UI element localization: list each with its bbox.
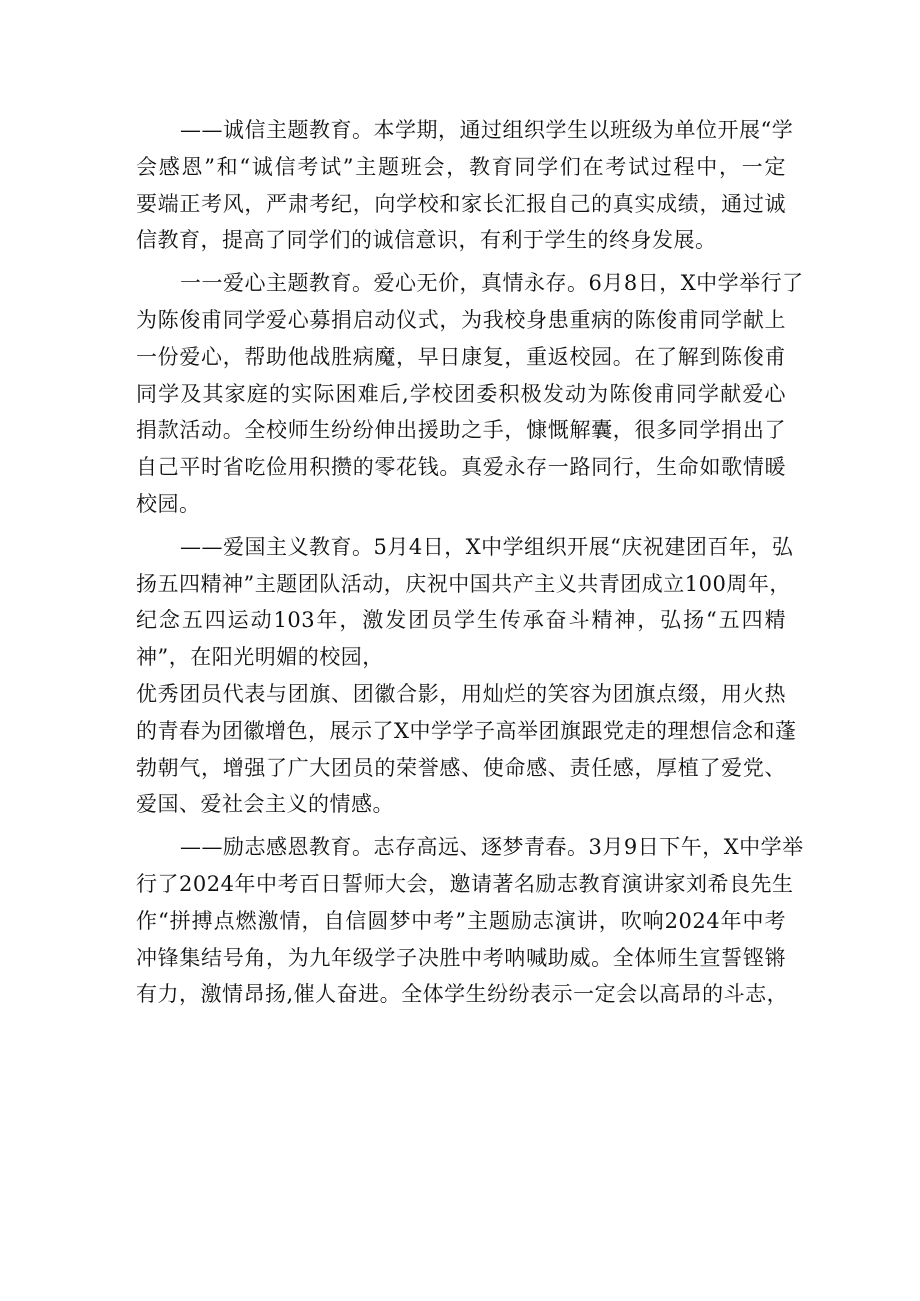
text-line: 爱国、爱社会主义的情感。 (136, 792, 394, 817)
text-line: 会感恩”和“诚信考试”主题班会，教育同学们在考试过程中，一定 (136, 154, 786, 179)
text-line: 校园。 (136, 491, 201, 516)
paragraph-love-education (136, 265, 804, 523)
text-line: 为陈俊甫同学爱心募捐启动仪式，为我校身患重病的陈俊甫同学献上 (136, 307, 786, 332)
text-line: 神”，在阳光明媚的校园， (136, 645, 384, 670)
text-line: 勃朝气，增强了广大团员的荣誉感、使命感、责任感，厚植了爱党、 (136, 755, 786, 780)
text-line: 信教育，提高了同学们的诚信意识，有利于学生的终身发展。 (136, 228, 717, 253)
paragraph-inspiration-education (136, 829, 804, 1013)
text-line: ——励志感恩教育。志存高远、逐梦青春。3月9日下午，X中学举 (180, 835, 804, 860)
text-line: 有力，激情昂扬,催人奋进。全体学生纷纷表示一定会以高昂的斗志， (136, 982, 789, 1007)
text-line: 捐款活动。全校师生纷纷伸出援助之手，慷慨解囊，很多同学捐出了 (136, 418, 786, 443)
text-line: 的青春为团徽增色，展示了X中学学子高举团旗跟党走的理想信念和蓬 (136, 718, 797, 743)
document-page (136, 112, 804, 1019)
paragraph-patriotic-education (136, 529, 797, 823)
text-line: 一一爱心主题教育。爱心无价，真情永存。6月8日，X中学举行了 (180, 271, 804, 296)
text-line: 同学及其家庭的实际困难后,学校团委积极发动为陈俊甫同学献爱心 (136, 381, 786, 406)
text-line: 纪念五四运动103年，激发团员学生传承奋斗精神，弘扬“五四精 (136, 608, 786, 633)
text-line: 一份爱心，帮助他战胜病魔，早日康复，重返校园。在了解到陈俊甫 (136, 344, 786, 369)
text-line: 行了2024年中考百日誓师大会，邀请著名励志教育演讲家刘希良先生 (136, 871, 794, 896)
text-line: 扬五四精神”主题团队活动，庆祝中国共产主义共青团成立100周年， (136, 571, 791, 596)
text-line: ——爱国主义教育。5月4日，X中学组织开展“庆祝建团百年，弘 (180, 534, 794, 559)
text-line: 优秀团员代表与团旗、团徽合影，用灿烂的笑容为团旗点缀，用火热 (136, 681, 786, 706)
text-line: 自己平时省吃俭用积攒的零花钱。真爱永存一路同行，生命如歌情暖 (136, 455, 786, 480)
text-line: ——诚信主题教育。本学期，通过组织学生以班级为单位开展“学 (180, 118, 794, 142)
text-line: 冲锋集结号角，为九年级学子决胜中考呐喊助威。全体师生宣誓铿锵 (136, 945, 786, 970)
paragraph-integrity-education (136, 112, 794, 259)
text-line: 作“拼搏点燃激情，自信圆梦中考”主题励志演讲，吹响2024年中考 (136, 908, 786, 933)
text-line: 要端正考风，严肃考纪，向学校和家长汇报自己的真实成绩，通过诚 (136, 191, 786, 216)
